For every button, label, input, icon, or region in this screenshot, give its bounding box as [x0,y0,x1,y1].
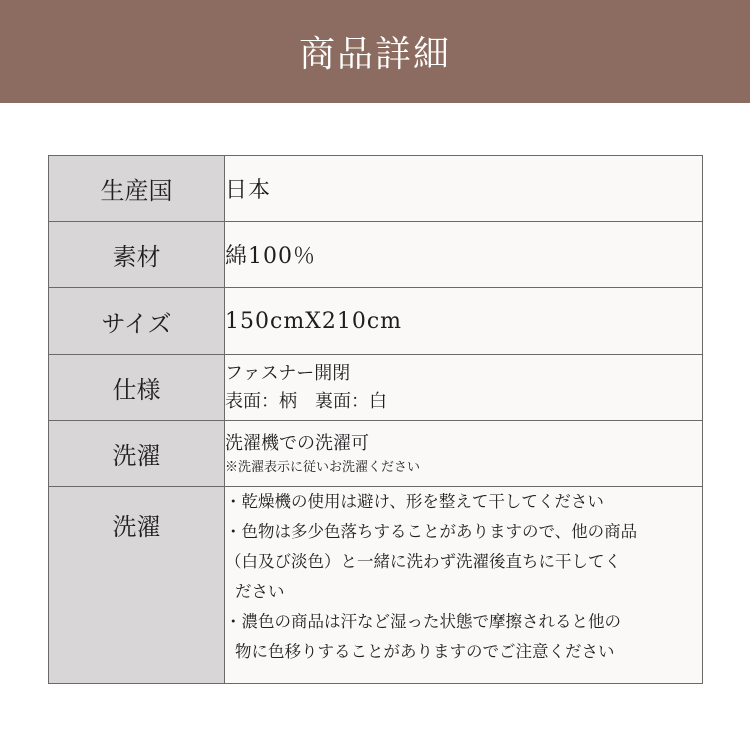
table-row [49,222,703,288]
header-banner [0,0,750,103]
note-line: ・乾燥機の使用は避け、形を整えて干してください [225,492,604,511]
page-title: 商品詳細 [298,34,451,75]
spec-line: ファスナー開閉 [225,362,351,384]
row-label-country: 生産国 [49,156,225,222]
note-line: （白及び淡色）と一緒に洗わず洗濯後直ちに干してく [225,552,621,571]
row-label-washing: 洗濯 [49,421,225,487]
row-value-country: 日本 [225,156,703,222]
note-line: ださい [235,582,285,601]
row-value-size: 150cmX210cm [225,288,703,355]
row-label-washing-notes: 洗濯 [49,487,225,684]
product-spec-table [48,155,703,684]
note-line: ・濃色の商品は汗など湿った状態で摩擦されると他の [225,612,621,631]
note-line: ・色物は多少色落ちすることがありますので、他の商品 [225,522,638,541]
row-value-washing-notes [225,487,703,684]
row-label-spec: 仕様 [49,355,225,421]
table-row [49,288,703,355]
row-value-material: 綿100％ [225,222,703,288]
row-label-material: 素材 [49,222,225,288]
table-row [49,355,703,421]
row-label-size: サイズ [49,288,225,355]
row-value-washing [225,421,703,487]
table-row [49,156,703,222]
spec-line: 表面：柄 裏面：白 [225,390,387,412]
washing-main: 洗濯機での洗濯可 [225,432,369,454]
table-row [49,421,703,487]
note-line: 物に色移りすることがありますのでご注意ください [235,642,615,661]
row-value-spec [225,355,703,421]
table-row [49,487,703,684]
washing-note: ※洗濯表示に従いお洗濯ください [225,459,421,475]
